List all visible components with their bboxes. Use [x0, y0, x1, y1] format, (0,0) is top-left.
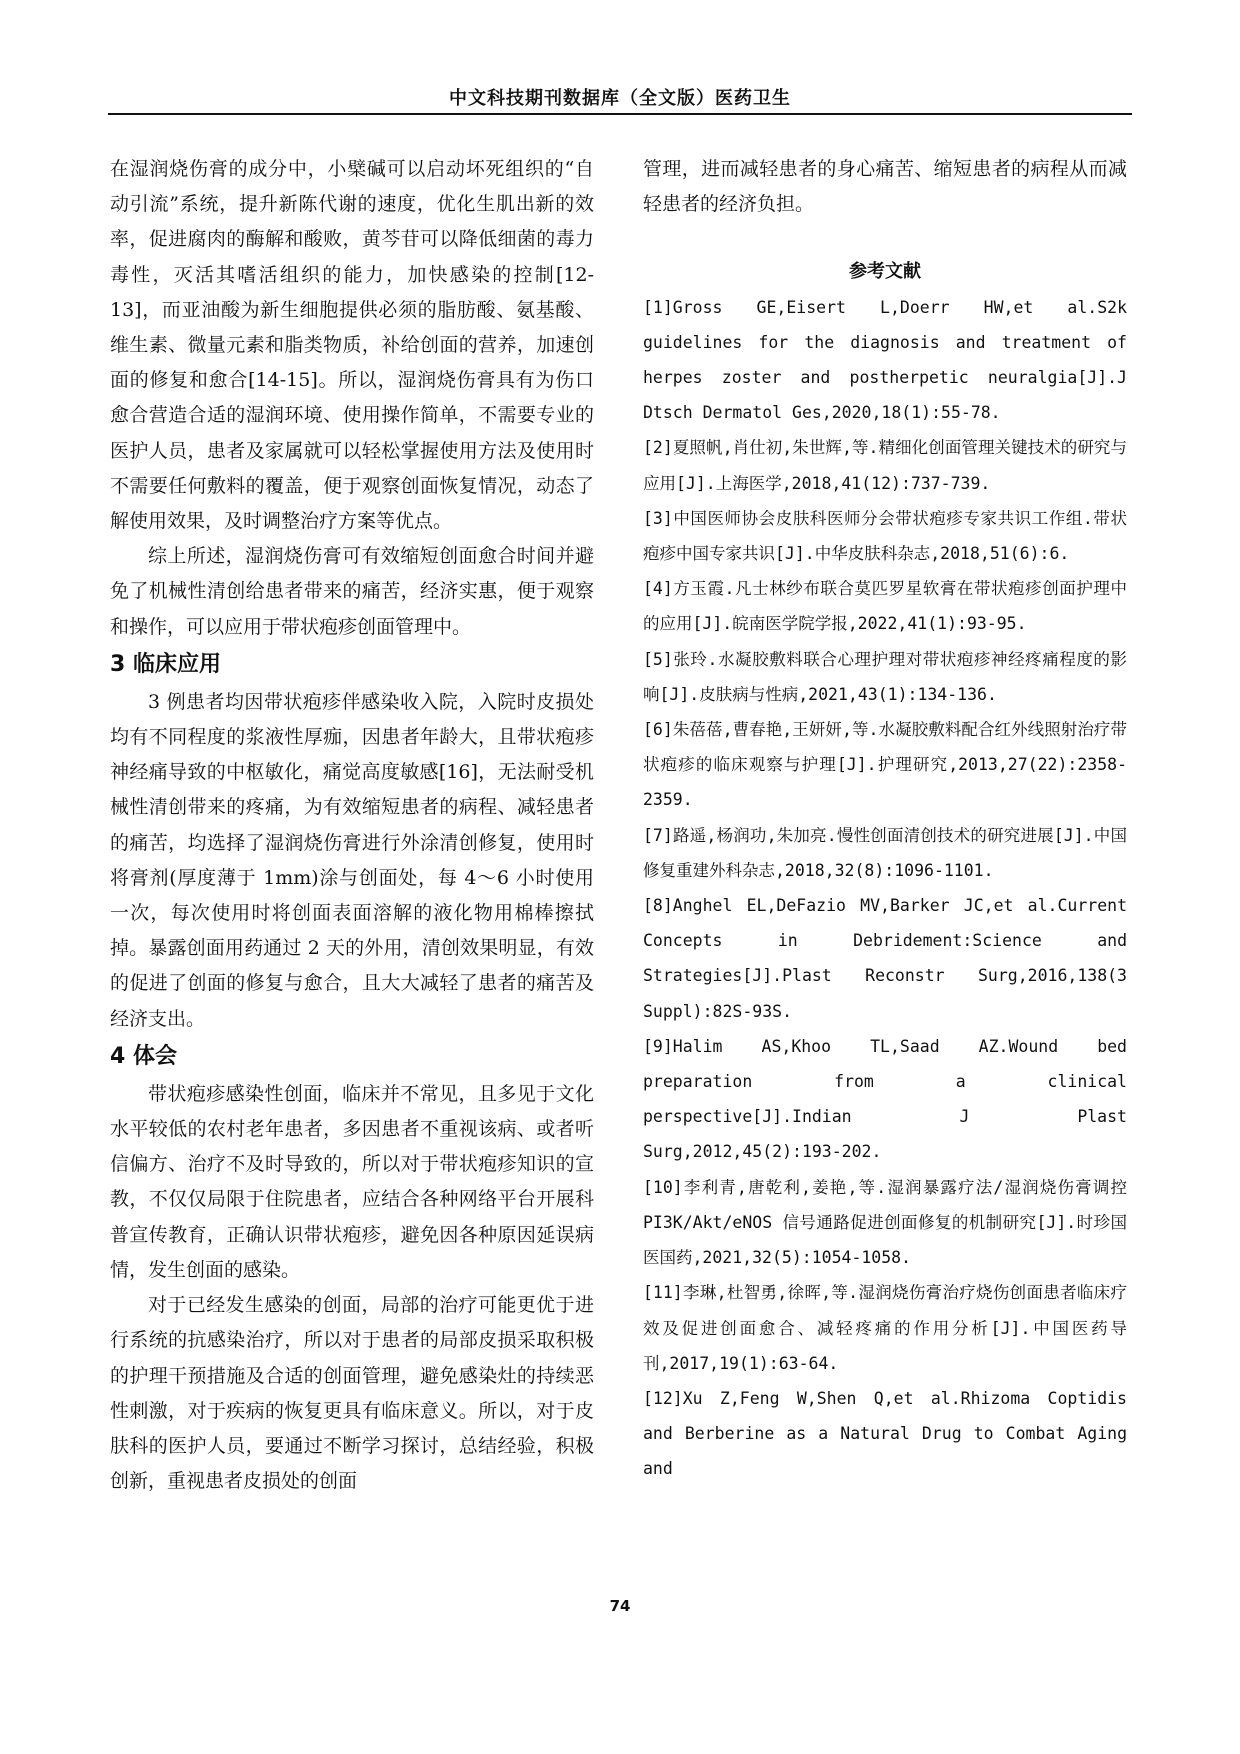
left-column: [110, 152, 594, 1499]
reference-item: [1]Gross GE,Eisert L,Doerr HW,et al.S2k guidelines for the diagnosis and treatment of herpes zoster and postherpetic neuralgia[J].J Dtsch Dermatol Ges,2020,18(1):55-78.: [643, 297, 1127, 423]
reference-item: [2]夏照帆,肖仕初,朱世辉,等.精细化创面管理关键技术的研究与应用[J].上海医学,2018,41(12):737-739.: [643, 438, 1127, 493]
section-title-clinical-application: 3 临床应用: [110, 651, 221, 677]
reference-item: [11]李琳,杜智勇,徐晖,等.湿润烧伤膏治疗烧伤创面患者临床疗效及促进创面愈合、减轻疼痛的作用分析[J].中国医药导刊,2017,19(1):63-64.: [643, 1283, 1127, 1373]
reference-item: [7]路遥,杨润功,朱加亮.慢性创面清创技术的研究进展[J].中国修复重建外科杂志,2018,32(8):1096-1101.: [643, 825, 1127, 880]
reference-list: [643, 290, 1127, 1487]
body-paragraph: 对于已经发生感染的创面，局部的治疗可能更优于进行系统的抗感染治疗，所以对于患者的局部皮损采取积极的护理干预措施及合适的创面管理，避免感染灶的持续恶性刺激，对于疾病的恢复更具有临床意义。所以，对于皮肤科的医护人员，要通过不断学习探讨，总结经验，积极创新，重视患者皮损处的创面: [110, 1294, 594, 1493]
reference-item: [4]方玉霞.凡士林纱布联合莫匹罗星软膏在带状疱疹创面护理中的应用[J].皖南医学院学报,2022,41(1):93-95.: [643, 579, 1127, 634]
reference-item: [6]朱蓓蓓,曹春艳,王妍妍,等.水凝胶敷料配合红外线照射治疗带状疱疹的临床观察与护理[J].护理研究,2013,27(22):2358-2359.: [643, 720, 1127, 810]
body-paragraph: 综上所述，湿润烧伤膏可有效缩短创面愈合时间并避免了机械性清创给患者带来的痛苦，经济实惠，便于观察和操作，可以应用于带状疱疹创面管理中。: [110, 545, 594, 638]
reference-item: [3]中国医师协会皮肤科医师分会带状疱疹专家共识工作组.带状疱疹中国专家共识[J].中华皮肤科杂志,2018,51(6):6.: [643, 508, 1127, 564]
section-title-experience: 4 体会: [110, 1043, 177, 1069]
references-title: 参考文献: [849, 261, 921, 283]
body-paragraph: 在湿润烧伤膏的成分中，小檗碱可以启动坏死组织的“自动引流”系统，提升新陈代谢的速度，优化生肌出新的效率，促进腐肉的酶解和酸败，黄芩苷可以降低细菌的毒力毒性，灭活其嗜活组织的能力，加快感染的控制[12-13]，而亚油酸为新生细胞提供必须的脂肪酸、氨基酸、维生素、微量元素和脂类物质，补给创面的营养，加速创面的修复和愈合[14-15]。所以，湿润烧伤膏具有为伤口愈合营造合适的湿润环境、使用操作简单，不需要专业的医护人员，患者及家属就可以轻松掌握使用方法及使用时不需要任何敷料的覆盖，便于观察创面恢复情况，动态了解使用效果，及时调整治疗方案等优点。: [110, 158, 594, 533]
reference-item: [8]Anghel EL,DeFazio MV,Barker JC,et al.Current Concepts in Debridement:Science and Strategies[J].Plast Reconstr Surg,2016,138(3 Suppl):82S-93S.: [643, 896, 1127, 1021]
reference-item: [10]李利青,唐乾利,姜艳,等.湿润暴露疗法/湿润烧伤膏调控 PI3K/Akt/eNOS 信号通路促进创面修复的机制研究[J].时珍国医国药,2021,32(5):1054-1058.: [643, 1177, 1127, 1268]
body-paragraph: 带状疱疹感染性创面，临床并不常见，且多见于文化水平较低的农村老年患者，多因患者不重视该病、或者听信偏方、治疗不及时导致的，所以对于带状疱疹知识的宣教，不仅仅局限于住院患者，应结合各种网络平台开展科普宣传教育，正确认识带状疱疹，避免因各种原因延误病情，发生创面的感染。: [110, 1082, 594, 1281]
reference-item: [12]Xu Z,Feng W,Shen Q,et al.Rhizoma Coptidis and Berberine as a Natural Drug to Combat Aging and: [643, 1388, 1127, 1479]
header-rule: [108, 113, 1132, 115]
reference-item: [9]Halim AS,Khoo TL,Saad AZ.Wound bed preparation from a clinical perspective[J].Indian J Plast Surg,2012,45(2):193-202.: [643, 1036, 1127, 1162]
body-paragraph: 3 例患者均因带状疱疹伴感染收入院，入院时皮损处均有不同程度的浆液性厚痂，因患者年龄大，且带状疱疹神经痛导致的中枢敏化，痛觉高度敏感[16]，无法耐受机械性清创带来的疼痛，为有效缩短患者的病程、减轻患者的痛苦，均选择了湿润烧伤膏进行外涂清创修复，使用时将膏剂(厚度薄于 1mm)涂与创面处，每 4～6 小时使用一次，每次使用时将创面表面溶解的液化物用棉棒擦拭掉。暴露创面用药通过 2 天的外用，清创效果明显，有效的促进了创面的修复与愈合，且大大减轻了患者的痛苦及经济支出。: [110, 690, 594, 1030]
journal-header: 中文科技期刊数据库（全文版）医药卫生: [449, 88, 791, 109]
body-paragraph-continued: 管理，进而减轻患者的身心痛苦、缩短患者的病程从而减轻患者的经济负担。: [643, 158, 1127, 216]
right-column: [643, 152, 1127, 1487]
page-number: 74: [609, 1597, 631, 1615]
reference-item: [5]张玲.水凝胶敷料联合心理护理对带状疱疹神经疼痛程度的影响[J].皮肤病与性病,2021,43(1):134-136.: [643, 649, 1127, 704]
